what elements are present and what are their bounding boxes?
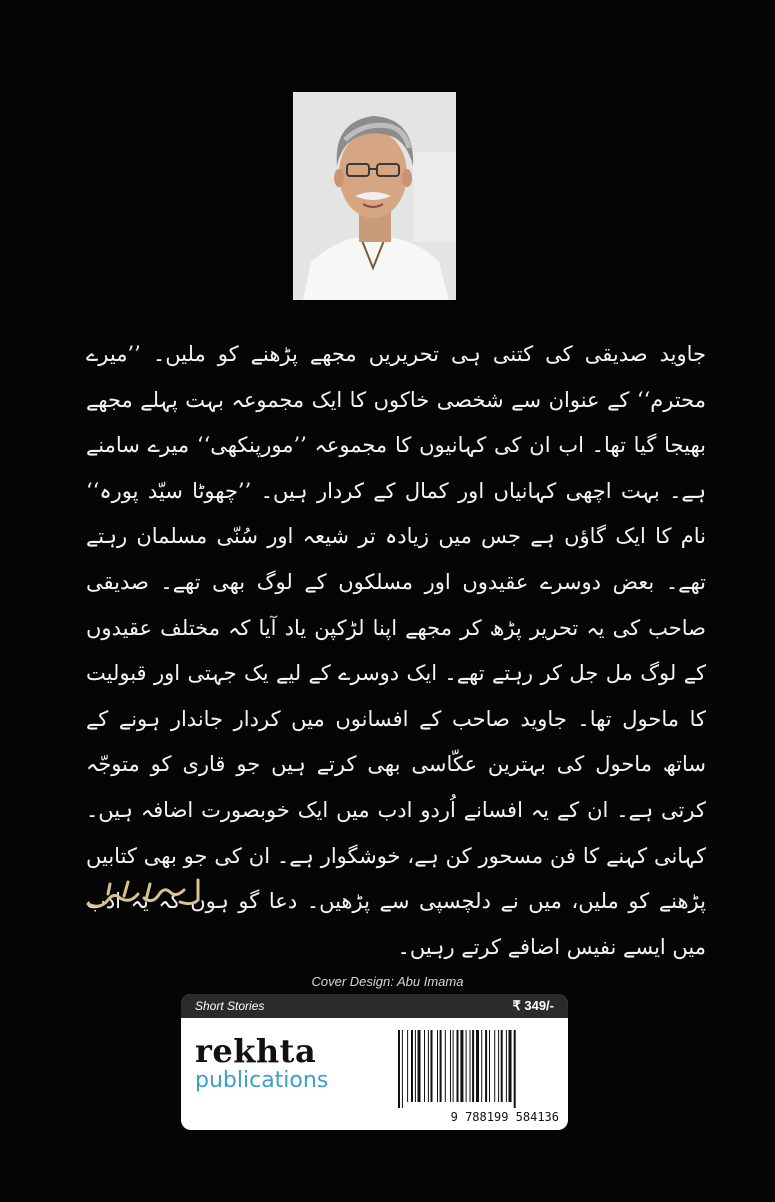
barcode-bar <box>509 1030 512 1102</box>
publisher-logo <box>195 1034 328 1094</box>
barcode-bar <box>494 1030 495 1102</box>
barcode-bar <box>431 1030 433 1102</box>
barcode-bar <box>501 1030 503 1102</box>
author-portrait-image <box>293 92 456 300</box>
genre-price-bar <box>181 994 568 1018</box>
barcode-bar <box>457 1030 459 1102</box>
barcode-bar <box>460 1030 463 1102</box>
back-cover-panel <box>181 994 568 1130</box>
barcode-bar <box>472 1030 474 1102</box>
barcode-bar <box>407 1030 408 1102</box>
barcode-bar <box>485 1030 487 1102</box>
publisher-sub: publications <box>195 1068 329 1093</box>
barcode-bar <box>424 1030 425 1102</box>
barcode-bar <box>428 1030 429 1102</box>
barcode-bar <box>489 1030 490 1102</box>
barcode-bar <box>440 1030 442 1102</box>
barcode-bar <box>506 1030 507 1102</box>
signature <box>80 870 210 920</box>
endorsement-paragraph: جاوید صدیقی کی کتنی ہی تحریریں مجھے پڑھنے کو ملیں۔ ’’میرے محترم‘‘ کے عنوان سے شخصی خاکوں کا ایک مجموعہ بہت پہلے مجھے بھیجا گیا تھا۔ اب ان کی کہانیوں کا مجموعہ ’’مورپنکھی‘‘ میرے سامنے ہے۔ بہت اچھی کہانیاں اور کمال کے کردار ہیں۔ ’’چھوٹا سیّد پورہ‘‘ نام کا ایک گاؤں ہے جس میں زیادہ تر شیعہ اور سُنّی مسلمان رہتے تھے۔ بعض دوسرے عقیدوں اور مسلکوں کے لوگ بھی تھے۔ صدیقی صاحب کی یہ تحریر پڑھ کر مجھے اپنا لڑکپن یاد آیا کہ مختلف عقیدوں کے لوگ مل جل کر رہتے تھے۔ ایک دوسرے کے لیے یک جہتی اور قبولیت کا ماحول تھا۔ جاوید صاحب کے افسانوں میں کردار جاندار ہونے کے ساتھ ماحول کی بہترین عکّاسی بھی کرتے ہیں جو قاری کو متوجّہ کرتی ہے۔ ان کے یہ افسانے اُردو ادب میں ایک خوبصورت اضافہ ہیں۔ کہانی کہنے کا فن مسحور کن ہے، خوشگوار ہے۔ ان کی جو بھی کتابیں پڑھنے کو ملیں، میں نے دلچسپی سے پڑھیں۔ دعا گو ہوں کہ یہ ادب میں ایسے نفیس اضافے کرتے رہیں۔ <box>86 342 706 959</box>
isbn-barcode <box>394 1030 554 1114</box>
barcode-bar <box>476 1030 479 1102</box>
barcode-bars <box>394 1030 554 1110</box>
barcode-bar <box>481 1030 482 1102</box>
barcode-bar <box>514 1030 516 1108</box>
barcode-bar <box>470 1030 471 1102</box>
author-photo <box>293 92 456 300</box>
genre-label: Short Stories <box>195 999 265 1013</box>
barcode-bar <box>415 1030 416 1102</box>
barcode-bar <box>450 1030 451 1102</box>
barcode-bar <box>453 1030 454 1102</box>
barcode-bar <box>411 1030 413 1102</box>
barcode-bar <box>466 1030 467 1102</box>
barcode-bar <box>398 1030 400 1108</box>
isbn-number: 9 788199 584136 <box>450 1110 559 1124</box>
barcode-bar <box>498 1030 499 1102</box>
barcode-bar <box>437 1030 438 1102</box>
barcode-bar <box>402 1030 403 1108</box>
signature-calligraphy <box>80 870 210 920</box>
barcode-bar <box>418 1030 421 1102</box>
barcode-bar <box>445 1030 446 1102</box>
publisher-name: rekhta <box>195 1032 317 1070</box>
price-label: ₹ 349/- <box>512 998 554 1013</box>
cover-design-credit: Cover Design: Abu Imama <box>311 974 464 989</box>
